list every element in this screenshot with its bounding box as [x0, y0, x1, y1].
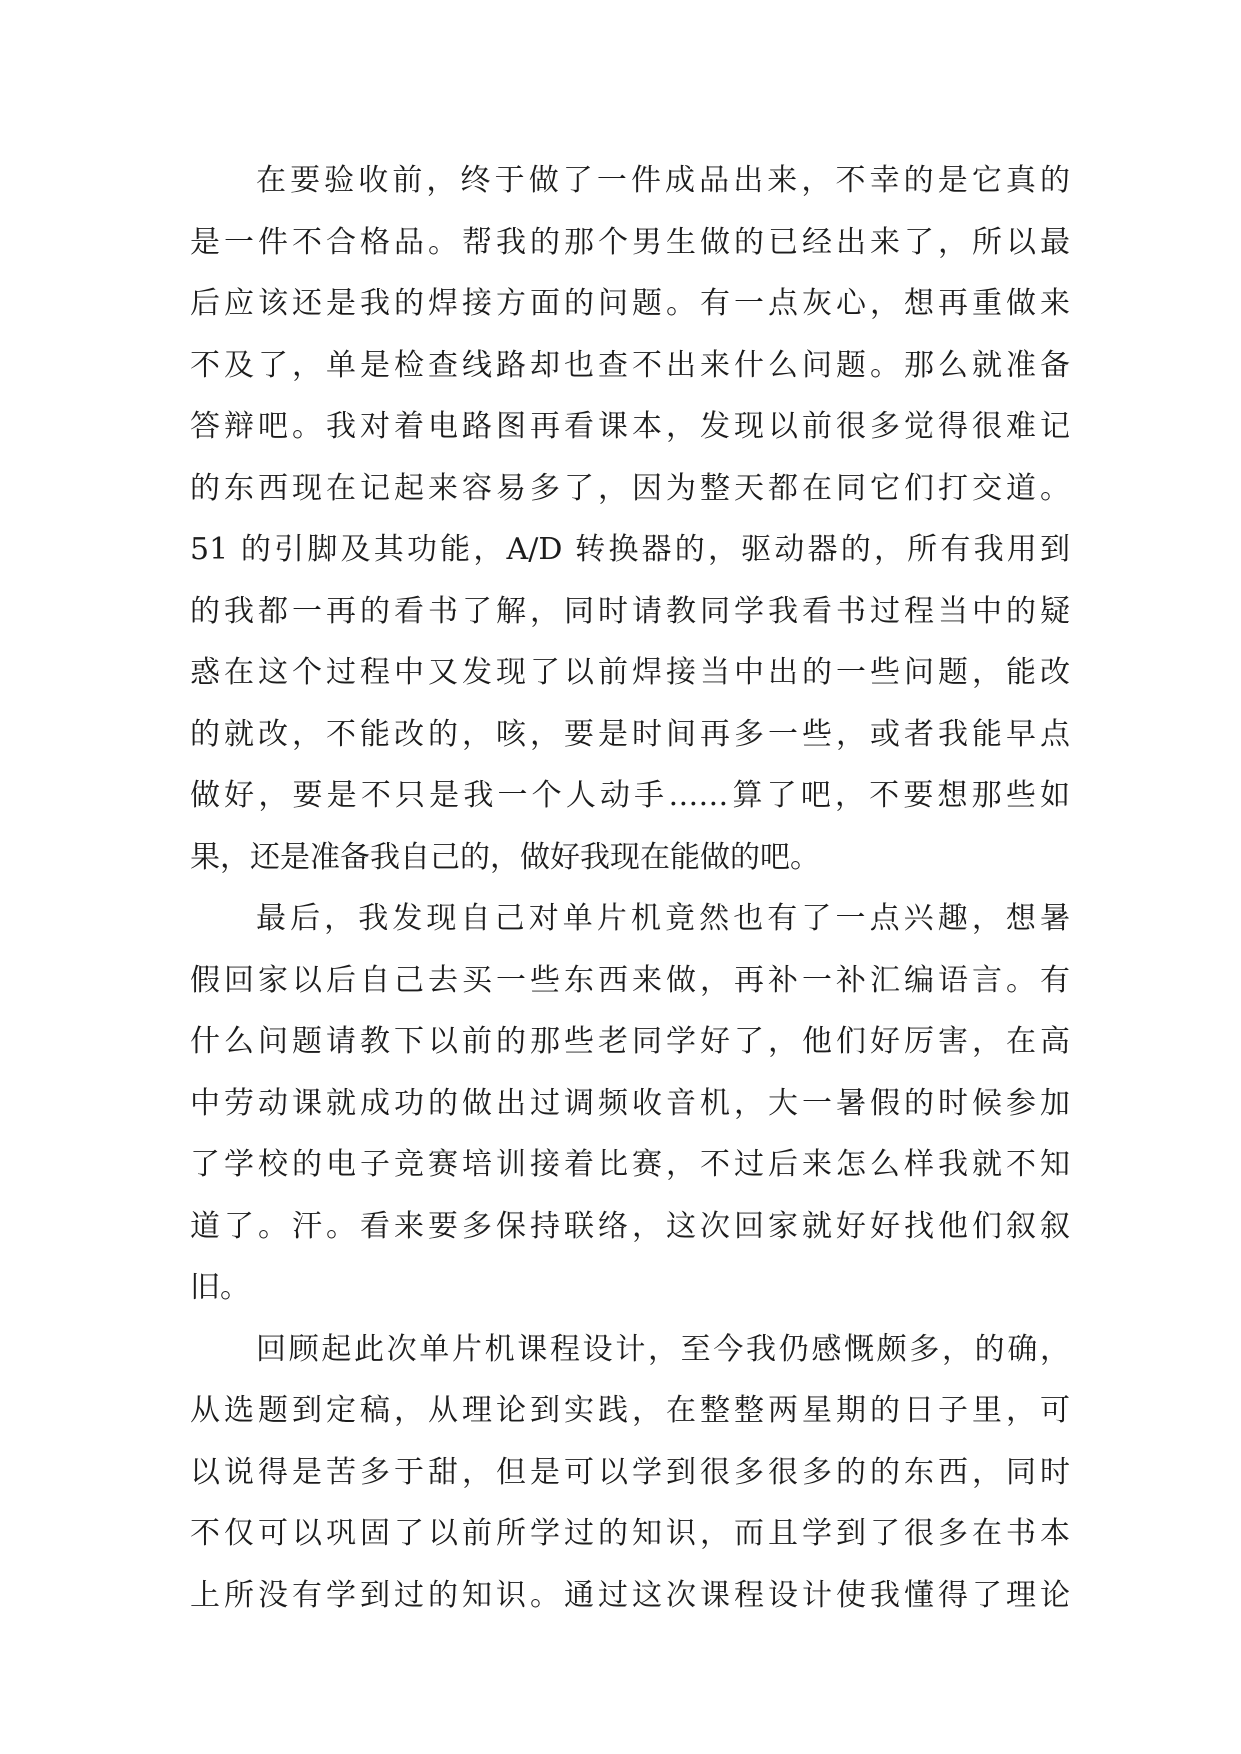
text-line: 在要验收前，终于做了一件成品出来，不幸的是它真的	[256, 163, 1070, 198]
text-line: 果，还是准备我自己的，做好我现在能做的吧。	[190, 839, 820, 875]
text-line: 了学校的电子竞赛培训接着比赛，不过后来怎么样我就不知	[190, 1147, 1070, 1182]
text-line: 中劳动课就成功的做出过调频收音机，大一暑假的时候参加	[190, 1085, 1070, 1121]
text-line: 惑在这个过程中又发现了以前焊接当中出的一些问题，能改	[190, 655, 1070, 690]
text-line: 什么问题请教下以前的那些老同学好了，他们好厉害，在高	[190, 1024, 1070, 1059]
text-line: 上所没有学到过的知识。通过这次课程设计使我懂得了理论	[190, 1577, 1070, 1613]
text-line: 不及了，单是检查线路却也查不出来什么问题。那么就准备	[190, 347, 1070, 383]
text-line: 道了。汗。看来要多保持联络，这次回家就好好找他们叙叙	[190, 1208, 1070, 1244]
text-line: 最后，我发现自己对单片机竟然也有了一点兴趣，想暑	[256, 901, 1070, 936]
paragraph-1	[190, 150, 1070, 888]
text-line: 答辩吧。我对着电路图再看课本，发现以前很多觉得很难记	[190, 409, 1070, 444]
paragraph-2	[190, 888, 1070, 1319]
body-text	[190, 150, 1070, 1626]
text-line: 假回家以后自己去买一些东西来做，再补一补汇编语言。有	[190, 962, 1070, 998]
text-line: 是一件不合格品。帮我的那个男生做的已经出来了，所以最	[190, 224, 1070, 260]
text-line: 的东西现在记起来容易多了，因为整天都在同它们打交道。	[190, 470, 1070, 506]
text-line: 51 的引脚及其功能，A/D 转换器的，驱动器的，所有我用到	[190, 532, 1070, 567]
text-line: 回顾起此次单片机课程设计，至今我仍感慨颇多，的确，	[256, 1331, 1070, 1367]
text-line: 的我都一再的看书了解，同时请教同学我看书过程当中的疑	[190, 593, 1070, 629]
text-line: 后应该还是我的焊接方面的问题。有一点灰心，想再重做来	[190, 286, 1070, 321]
text-line: 的就改，不能改的，咳，要是时间再多一些，或者我能早点	[190, 716, 1070, 752]
text-line: 不仅可以巩固了以前所学过的知识，而且学到了很多在书本	[190, 1516, 1070, 1551]
paragraph-3	[190, 1319, 1070, 1627]
text-line: 做好，要是不只是我一个人动手……算了吧，不要想那些如	[190, 778, 1070, 813]
text-line: 从选题到定稿，从理论到实践，在整整两星期的日子里，可	[190, 1393, 1070, 1428]
text-line: 旧。	[190, 1270, 250, 1305]
text-line: 以说得是苦多于甜，但是可以学到很多很多的的东西，同时	[190, 1454, 1070, 1490]
